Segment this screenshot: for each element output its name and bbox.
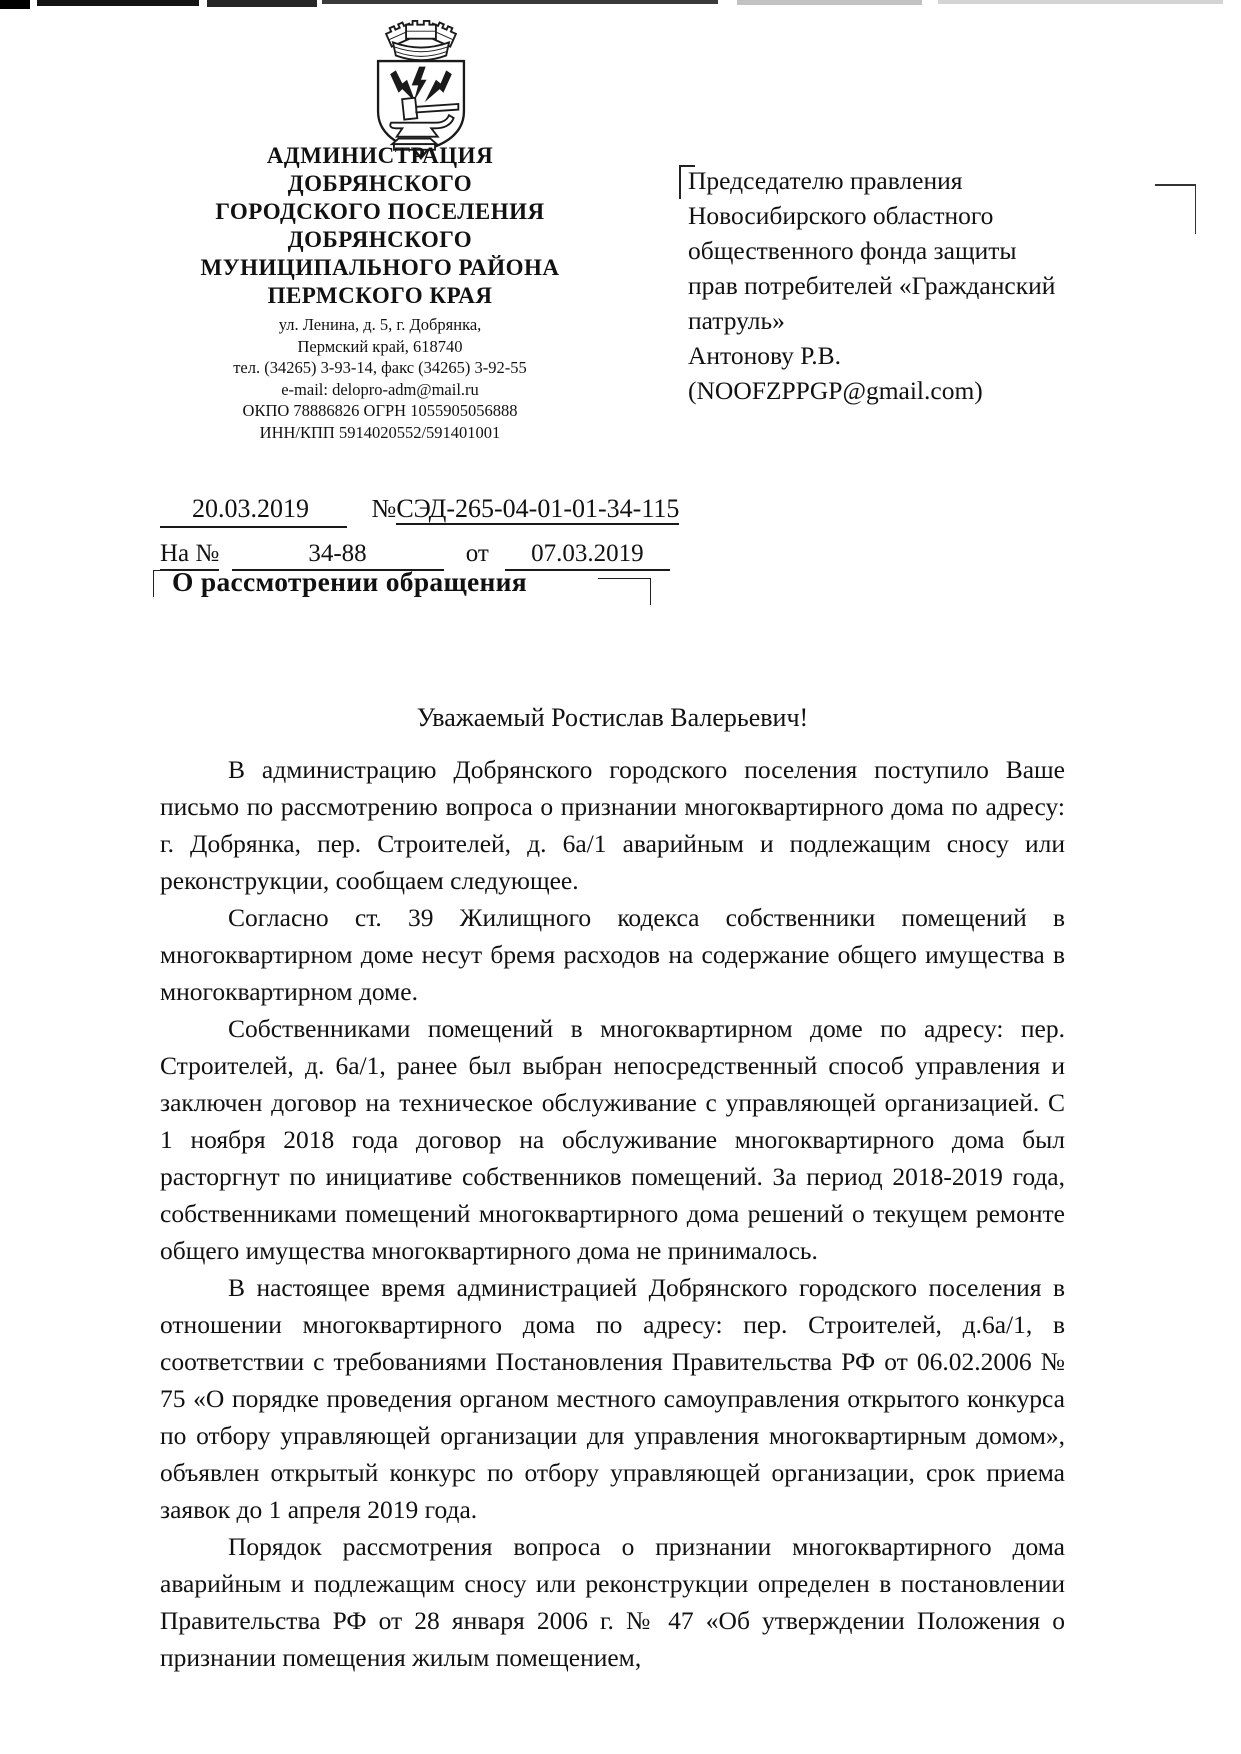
outgoing-date: 20.03.2019 [160,494,347,528]
letterhead-org-line: ДОБРЯНСКОГО [287,171,473,196]
reply-label: На № [160,540,219,571]
outgoing-reference-line [160,494,681,528]
reply-from-label: от [465,540,489,567]
body-paragraph: Порядок рассмотрения вопроса о признании многоквартирного дома аварийным и подлежащим сносу или реконструкции определен в постановлении Правительства РФ от 28 января 2006 г. № 47 «Об утверждении Положения о признании помещения жилым помещением, [160,1532,1065,1672]
body-paragraph: В настоящее время администрацией Добрянского городского поселения в отношении многоквартирного дома по адресу: пер. Строителей, д.6а/1, в соответствии с требованиями Постановления Правительства РФ от 06.02.2006 № 75 «О порядке проведения органом местного самоуправления открытого конкурса по отбору управляющей организации для управления многоквартирным домом», объявлен открытый конкурс по отбору управляющей организации, срок приема заявок до 1 апреля 2019 года. [160,1273,1065,1524]
recipient-line: Новосибирского областного [688,201,994,230]
number-sign: № [371,494,397,523]
recipient-line: Антонову Р.В. [688,341,842,370]
letterhead-org-line: ДОБРЯНСКОГО [287,227,473,252]
subject-corner-mark-left [153,570,170,597]
letterhead-org-name [150,142,610,310]
letterhead-org-line: АДМИНИСТРАЦИЯ [266,143,494,168]
recipient-line: общественного фонда защиты [688,236,1017,265]
salutation: Уважаемый Ростислав Валерьевич! [416,703,809,732]
body-paragraph: Собственниками помещений в многоквартирном доме по адресу: пер. Строителей, д. 6а/1, ранее был выбран непосредственный способ управления и заключен договор на техническое обслуживание с управляющей организацией. С 1 ноября 2018 года договор на обслуживание многоквартирного дома был расторгнут по инициативе собственников помещений. За период 2018-2019 года, собственниками помещений многоквартирного дома решений о текущем ремонте общего имущества многоквартирного дома не принималось. [160,1014,1065,1265]
recipient-line: патруль» [688,306,785,335]
outgoing-number [372,494,682,526]
recipient-corner-mark-right [1155,184,1196,234]
subject-line: О рассмотрении обращения [172,566,527,597]
letterhead-org-line: ПЕРМСКОГО КРАЯ [267,283,493,308]
recipient-block [688,163,1088,408]
scan-artifact [207,0,317,7]
recipient-line: Председателю правления [688,166,963,195]
letterhead-contacts [150,314,610,443]
recipient-line: (NOOFZPPGP@gmail.com) [688,376,983,405]
body-paragraph: Согласно ст. 39 Жилищного кодекса собственники помещений в многоквартирном доме несут бремя расходов на содержание общего имущества в многоквартирном доме. [160,903,1065,1006]
scan-artifact [0,0,30,9]
reply-number: 34-88 [232,540,444,571]
letterhead-org-line: ГОРОДСКОГО ПОСЕЛЕНИЯ [215,199,545,224]
letter-body [160,751,1065,1676]
body-paragraph: В администрацию Добрянского городского поселения поступило Ваше письмо по рассмотрению вопроса о признании многоквартирного дома по адресу: г. Добрянка, пер. Строителей, д. 6а/1 аварийным и подлежащим сносу или реконструкции, сообщаем следующее. [160,755,1065,895]
letterhead-contact-line: Пермский край, 618740 [297,336,463,356]
letterhead-contact-line: e-mail: delopro-adm@mail.ru [281,379,479,399]
letterhead-contact-line: тел. (34265) 3-93-14, факс (34265) 3-92-55 [233,358,527,377]
letterhead-contact-line: ИНН/КПП 5914020552/591401001 [259,422,501,442]
scan-artifact [322,0,718,4]
scan-artifact [737,0,922,5]
letterhead-contact-line: ул. Ленина, д. 5, г. Добрянка, [278,315,482,334]
letterhead-org-line: МУНИЦИПАЛЬНОГО РАЙОНА [200,255,560,280]
reply-date: 07.03.2019 [505,540,670,571]
outgoing-number-value: СЭД-265-04-01-01-34-115 [396,494,680,523]
dobryanka-coat-of-arms-icon [356,20,486,160]
recipient-line: прав потребителей «Гражданский [688,271,1056,300]
letterhead-contact-line: ОКПО 78886826 ОГРН 1055905056888 [242,401,518,420]
subject-corner-mark-right [598,578,651,605]
letterhead [150,142,610,443]
scan-artifact [938,0,1223,4]
scan-artifact [37,0,199,6]
